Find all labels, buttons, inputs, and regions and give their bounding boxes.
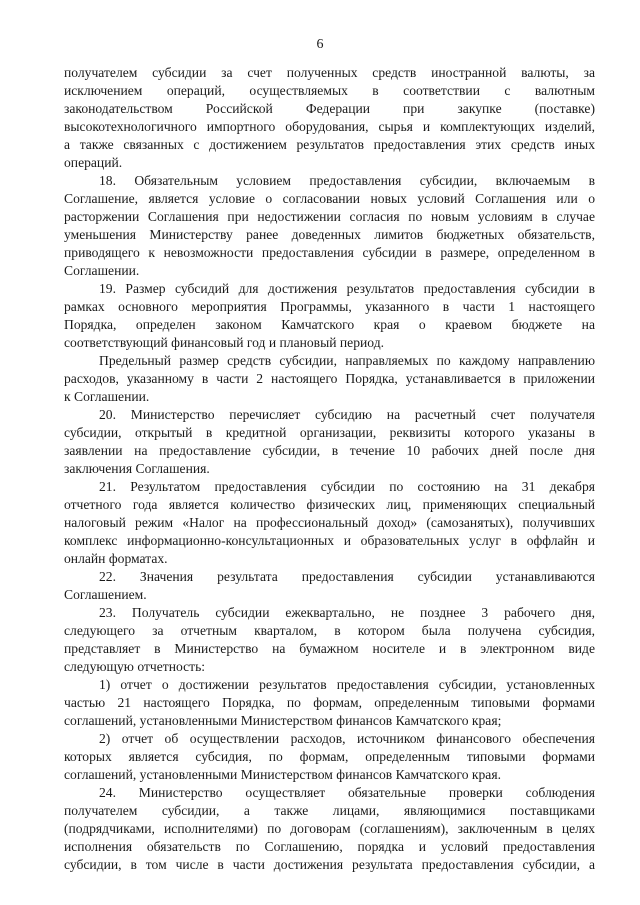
text-line: приводящего к невозможности предоставления субсидии в размере, определенном в <box>64 245 595 260</box>
document-body <box>64 64 595 874</box>
text-line: 2) отчет об осуществлении расходов, источником финансового обеспечения <box>99 731 595 746</box>
text-line: отчетного года является количество физических лиц, применяющих специальный <box>64 497 595 512</box>
text-line: 22. Значения результата предоставления субсидии устанавливаются <box>99 569 595 584</box>
page-number: 6 <box>316 37 324 52</box>
text-line: законодательством Российской Федерации при закупке (поставке) <box>64 101 595 116</box>
paragraph-p-24 <box>64 784 595 874</box>
text-line: уменьшения Министерству ранее доведенных лимитов бюджетных обязательств, <box>64 227 595 242</box>
text-line: рамках основного мероприятия Программы, указанного в части 1 настоящего <box>64 299 595 314</box>
text-line: 18. Обязательным условием предоставления субсидии, включаемым в <box>99 173 595 188</box>
text-line: (подрядчиками, исполнителями) по договорам (соглашениям), заключенным в целях <box>64 821 595 836</box>
text-line: Соглашение, является условие о согласовании новых условий Соглашения или о <box>64 191 595 206</box>
text-line: налоговый режим «Налог на профессиональный доход» (самозанятых), получивших <box>64 515 595 530</box>
text-line: 23. Получатель субсидии ежеквартально, не позднее 3 рабочего дня, <box>99 605 595 620</box>
text-line: частью 21 настоящего Порядка, по формам, определенным типовыми формами <box>64 695 595 710</box>
text-line: 20. Министерство перечисляет субсидию на расчетный счет получателя <box>99 407 595 422</box>
text-line: Предельный размер средств субсидии, направляемых по каждому направлению <box>99 353 595 368</box>
text-line: заявлении на предоставление субсидии, в течение 10 рабочих дней после дня <box>64 443 595 458</box>
text-line: 21. Результатом предоставления субсидии по состоянию на 31 декабря <box>99 479 595 494</box>
text-line: Соглашении. <box>64 263 140 278</box>
text-line: высокотехнологичного импортного оборудования, сырья и комплектующих изделий, <box>64 119 595 134</box>
text-line: расходов, указанному в части 2 настоящего Порядка, устанавливается в приложении <box>64 371 595 386</box>
paragraph-p-23-2 <box>64 730 595 784</box>
paragraph-p-cont <box>64 64 595 172</box>
text-line: 24. Министерство осуществляет обязательные проверки соблюдения <box>99 785 595 800</box>
text-line: субсидии, в том числе в части достижения результата предоставления субсидии, а <box>64 857 595 872</box>
paragraph-p-21 <box>64 478 595 568</box>
paragraph-p-23-1 <box>64 676 595 730</box>
text-line: получателем субсидии за счет полученных средств иностранной валюты, за <box>64 65 595 80</box>
paragraph-p-23 <box>64 604 595 676</box>
text-line: исключением операций, осуществляемых в соответствии с валютным <box>64 83 595 98</box>
paragraph-p-22 <box>64 568 595 604</box>
text-line: соглашений, установленными Министерством финансов Камчатского края. <box>64 767 501 782</box>
paragraph-p-18 <box>64 172 595 280</box>
text-line: соответствующий финансовый год и плановый период. <box>64 335 385 350</box>
text-line: исполнения обязательств по Соглашению, порядка и условий предоставления <box>64 839 595 854</box>
text-line: 19. Размер субсидий для достижения результатов предоставления субсидии в <box>99 281 595 296</box>
text-line: заключения Соглашения. <box>64 461 210 476</box>
text-line: комплекс информационно-консультационных и образовательных услуг в оффлайн и <box>64 533 595 548</box>
paragraph-p-20 <box>64 406 595 478</box>
paragraph-p-19b <box>64 352 595 406</box>
text-line: расторжении Соглашения при недостижении согласия по новым условиям в случае <box>64 209 595 224</box>
text-line: представляет в Министерство на бумажном носителе и в электронном виде <box>64 641 595 656</box>
text-line: следующего за отчетным кварталом, в котором была получена субсидия, <box>64 623 595 638</box>
text-line: к Соглашении. <box>64 389 150 404</box>
text-line: онлайн форматах. <box>64 551 168 566</box>
text-line: которых является субсидия, по формам, определенным типовыми формами <box>64 749 595 764</box>
text-line: субсидии, открытый в кредитной организации, реквизиты которого указаны в <box>64 425 595 440</box>
text-line: Порядка, определен законом Камчатского края о краевом бюджете на <box>64 317 595 332</box>
text-line: следующую отчетность: <box>64 659 206 674</box>
text-line: а также связанных с достижением результатов предоставления этих средств иных <box>64 137 595 152</box>
text-line: операций. <box>64 155 123 170</box>
text-line: 1) отчет о достижении результатов предоставления субсидии, установленных <box>99 677 595 692</box>
text-line: Соглашением. <box>64 587 147 602</box>
text-line: получателем субсидии, а также лицами, являющимися поставщиками <box>64 803 595 818</box>
paragraph-p-19 <box>64 280 595 352</box>
text-line: соглашений, установленными Министерством финансов Камчатского края; <box>64 713 502 728</box>
